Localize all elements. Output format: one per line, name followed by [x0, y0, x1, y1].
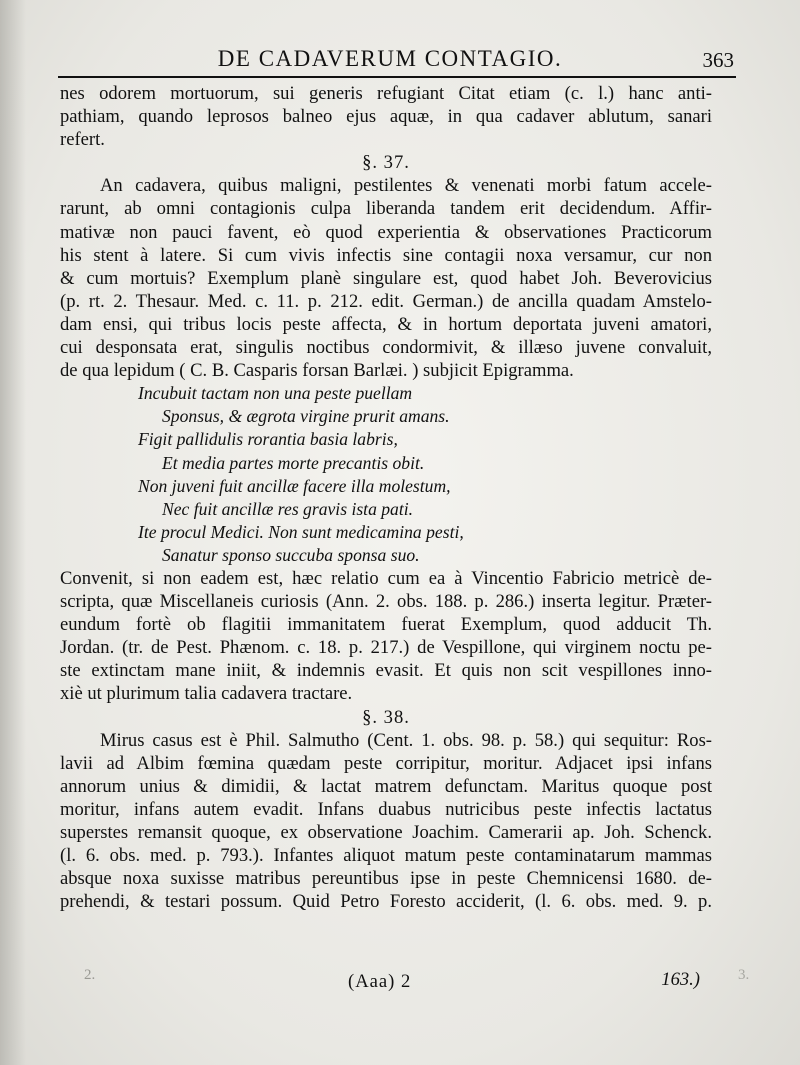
verse-line: Et media partes morte precantis obit.	[162, 452, 425, 473]
verse-line: Nec fuit ancillæ res gravis ista pati.	[162, 498, 414, 519]
catchword: 163.)	[661, 969, 700, 990]
text-line: refert.	[60, 129, 105, 151]
text-line: & cum mortuis? Exemplum planè singulare est, quod habet Joh. Beverovicius	[60, 267, 712, 289]
text-line: pathiam, quando leprosos balneo ejus aquæ, in qua cadaver ablutum, sanari	[60, 106, 712, 128]
epigram	[60, 382, 712, 567]
paragraph-mirus-casus	[60, 729, 712, 914]
text-line: de qua lepidum ( C. B. Casparis forsan Barlæi. ) subjicit Epigramma.	[60, 360, 574, 382]
text-line: (l. 6. obs. med. p. 793.). Infantes aliquot matum peste contaminatarum mammas	[60, 845, 712, 867]
text-line: Jordan. (tr. de Pest. Phænom. c. 18. p. 217.) de Vespillone, qui virginem noctu pe-	[60, 637, 712, 659]
text-line: dam ensi, qui tribus locis peste affecta, & in hortum deportata juveni amatori,	[60, 313, 712, 335]
bleed-through-mark: 3.	[738, 967, 750, 983]
verse-line: Incubuit tactam non una peste puellam	[138, 383, 413, 404]
text-line: scripta, quæ Miscellaneis curiosis (Ann. 2. obs. 188. p. 286.) inserta legitur. Præter-	[60, 591, 712, 613]
text-line: superstes remansit quoque, ex observatione Joachim. Camerarii ap. Joh. Schenck.	[60, 822, 712, 843]
running-head: DE CADAVERUM CONTAGIO.	[217, 46, 563, 71]
text-line: nes odorem mortuorum, sui generis refugiant Citat etiam (c. l.) hanc anti-	[60, 83, 712, 104]
text-line: Mirus casus est è Phil. Salmutho (Cent. 1. obs. 98. p. 58.) qui sequitur: Ros-	[100, 729, 712, 751]
paragraph-convenit	[60, 567, 712, 706]
text-line: prehendi, & testari possum. Quid Petro Foresto acciderit, (l. 6. obs. med. 9. p.	[60, 891, 712, 913]
text-line: rarunt, ab omni contagionis culpa liberanda tandem erit decidendum. Affir-	[60, 198, 712, 220]
verse-line: Ite procul Medici. Non sunt medicamina pesti,	[138, 521, 464, 542]
text-line: annorum unius & dimidii, & lactat matrem defunctam. Maritus quoque post	[60, 775, 712, 797]
text-line: eundum fortè ob flagitii immanitatem fuerat Exemplum, quod adducit Th.	[60, 614, 712, 636]
text-line: (p. rt. 2. Thesaur. Med. c. 11. p. 212. edit. German.) de ancilla quadam Amstelo-	[60, 290, 712, 312]
signature-mark: (Aaa) 2	[348, 971, 412, 992]
verse-line: Sanatur sponso succuba sponsa suo.	[162, 544, 420, 565]
body-text	[60, 82, 712, 913]
text-line: ste extinctam mane iniit, & indemnis evasit. Et quis non scit vespillones inno-	[60, 660, 712, 682]
section-heading-37: §. 37.	[362, 152, 410, 174]
verse-line: Non juveni fuit ancillæ facere illa molestum,	[138, 475, 451, 496]
text-line: lavii ad Albim fœmina quædam peste corripitur, moritur. Adjacet ipsi infans	[60, 752, 712, 774]
text-line: Convenit, si non eadem est, hæc relatio cum ea à Vincentio Fabricio metricè de-	[60, 567, 712, 589]
section-heading-38: §. 38.	[362, 706, 410, 728]
text-line: mativæ non pauci favent, eò quod experientia & observationes Practicorum	[60, 221, 712, 243]
verse-line: Figit pallidulis rorantia basia labris,	[138, 429, 398, 450]
text-line: xiè ut plurimum talia cadavera tractare.	[60, 683, 353, 705]
page-number: 363	[702, 48, 734, 72]
paragraph-continued	[60, 82, 712, 151]
text-line: absque noxa suxisse matribus pereuntibus ipse in peste Chemnicensi 1680. de-	[60, 868, 712, 890]
paragraph-cadavera	[60, 174, 712, 382]
bleed-through-mark: 2.	[84, 967, 96, 983]
text-line: his stent à latere. Si cum vivis infectis sine contagii noxa versamur, cur non	[60, 244, 712, 266]
text-line: cui desponsata erat, singulis noctibus condormivit, & illæso juvene convaluit,	[60, 337, 712, 359]
header-rule	[58, 76, 736, 78]
text-line: moritur, infans autem evadit. Infans duabus nutricibus peste infectis lactatus	[60, 798, 712, 820]
page-header	[58, 40, 734, 82]
text-line: An cadavera, quibus maligni, pestilentes & venenati morbi fatum accele-	[100, 175, 712, 197]
verse-line: Sponsus, & ægrota virgine prurit amans.	[162, 406, 450, 427]
